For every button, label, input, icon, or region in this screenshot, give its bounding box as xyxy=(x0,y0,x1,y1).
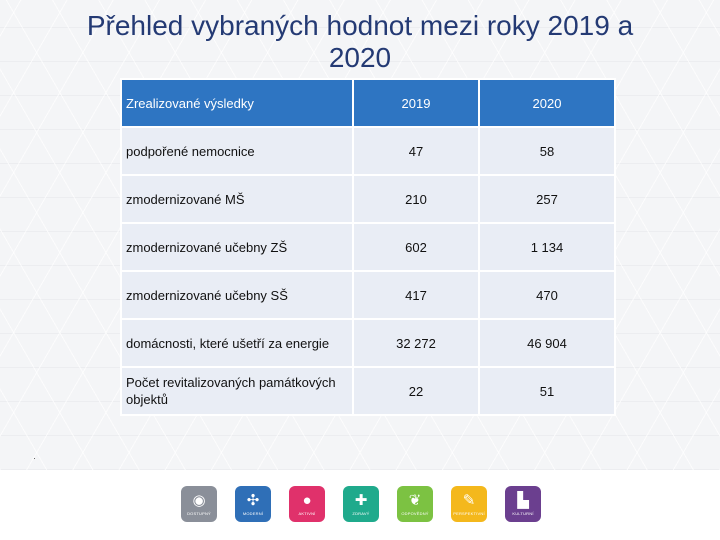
table-row xyxy=(121,175,615,223)
table-header-row xyxy=(121,79,615,127)
value-2020: 51 xyxy=(479,367,615,415)
kulturni-icon xyxy=(505,486,541,522)
value-2020: 46 904 xyxy=(479,319,615,367)
header-label: Zrealizované výsledky xyxy=(121,79,353,127)
row-label: domácnosti, které ušetří za energie xyxy=(121,319,353,367)
table-row xyxy=(121,127,615,175)
perspektivni-icon-glyph: ✎ xyxy=(462,491,476,509)
zdravy-icon xyxy=(343,486,379,522)
zdravy-icon-glyph: ✚ xyxy=(354,491,368,509)
table-row xyxy=(121,271,615,319)
kulturni-icon-caption: KULTURNÍ xyxy=(512,510,534,516)
value-2019: 210 xyxy=(353,175,479,223)
value-2019: 32 272 xyxy=(353,319,479,367)
value-2019: 22 xyxy=(353,367,479,415)
odpovedny-icon-caption: ODPOVĚDNÝ xyxy=(401,510,429,516)
header-2019: 2019 xyxy=(353,79,479,127)
zdravy-icon-caption: ZDRAVÝ xyxy=(352,510,370,516)
results-table xyxy=(120,78,616,416)
moderni-icon-caption: MODERNÍ xyxy=(242,510,264,516)
moderni-icon-glyph: ✣ xyxy=(246,491,260,509)
value-2020: 1 134 xyxy=(479,223,615,271)
aktivni-icon xyxy=(289,486,325,522)
footer-icon-bar xyxy=(181,486,541,522)
table-row xyxy=(121,367,615,415)
aktivni-icon-caption: AKTIVNÍ xyxy=(298,510,316,516)
value-2019: 602 xyxy=(353,223,479,271)
decorative-dot xyxy=(34,458,35,459)
row-label: zmodernizované učebny ZŠ xyxy=(121,223,353,271)
dostupny-icon xyxy=(181,486,217,522)
aktivni-icon-glyph: ● xyxy=(302,491,312,509)
row-label: podpořené nemocnice xyxy=(121,127,353,175)
kulturni-icon-glyph: ▙ xyxy=(517,491,529,509)
header-2020: 2020 xyxy=(479,79,615,127)
value-2020: 257 xyxy=(479,175,615,223)
dostupny-icon-glyph: ◉ xyxy=(192,491,206,509)
value-2020: 470 xyxy=(479,271,615,319)
table-row xyxy=(121,319,615,367)
perspektivni-icon xyxy=(451,486,487,522)
value-2020: 58 xyxy=(479,127,615,175)
dostupny-icon-caption: DOSTUPNÝ xyxy=(187,510,211,516)
value-2019: 47 xyxy=(353,127,479,175)
odpovedny-icon-glyph: ❦ xyxy=(408,491,422,509)
page-title: Přehled vybraných hodnot mezi roky 2019 a 2020 xyxy=(86,10,634,73)
row-label: zmodernizované učebny SŠ xyxy=(121,271,353,319)
moderni-icon xyxy=(235,486,271,522)
row-label: Počet revitalizovaných památkových objektů xyxy=(121,367,353,415)
odpovedny-icon xyxy=(397,486,433,522)
perspektivni-icon-caption: PERSPEKTIVNÍ xyxy=(453,510,485,516)
row-label: zmodernizované MŠ xyxy=(121,175,353,223)
table-row xyxy=(121,223,615,271)
value-2019: 417 xyxy=(353,271,479,319)
